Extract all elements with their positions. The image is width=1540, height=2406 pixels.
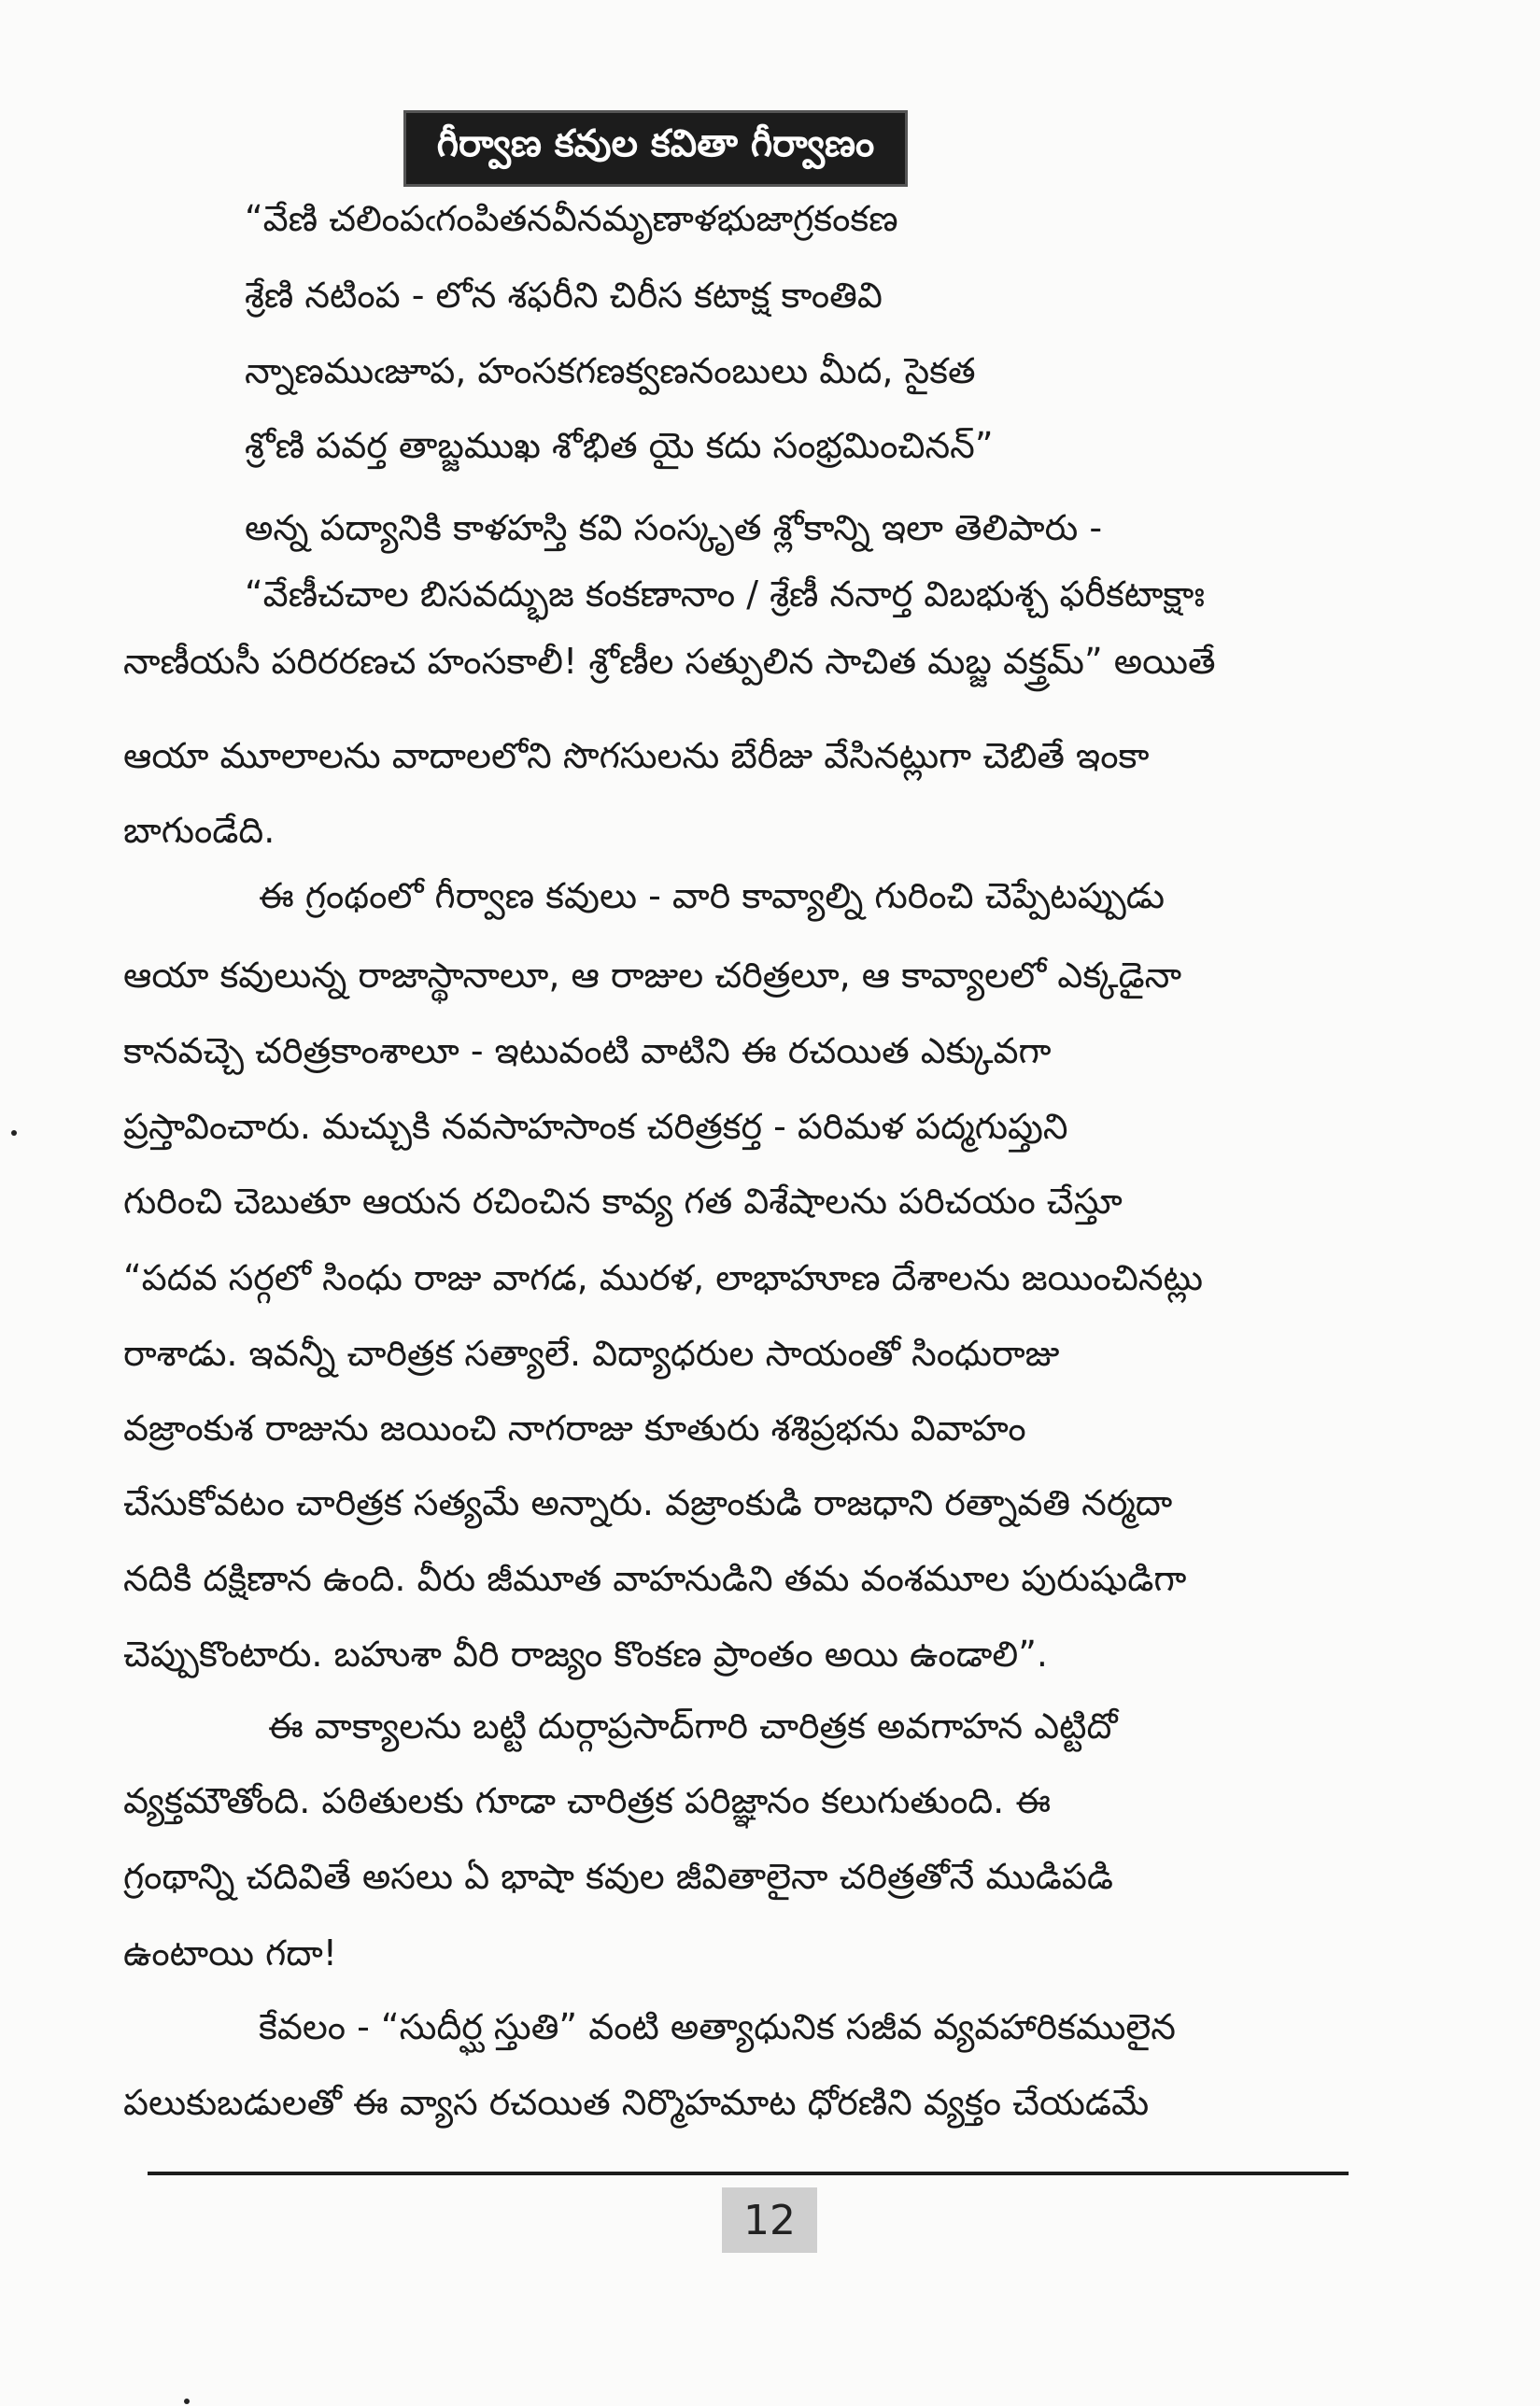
text-line: రాశాడు. ఇవన్నీ చారిత్రక సత్యాలే. విద్యాధరుల సాయంతో సింధురాజు	[123, 1333, 1060, 1374]
text-line: చెప్పుకొంటారు. బహుశా వీరి రాజ్యం కొంకణ ప్రాంతం అయి ఉండాలి”.	[123, 1634, 1049, 1675]
text-line: నదికి దక్షిణాన ఉంది. వీరు జీమూత వాహనుడిని తమ వంశమూల పురుషుడిగా	[123, 1558, 1187, 1599]
text-line: శ్రోణి పవర్త తాబ్జముఖ శోభిత యై కదు సంభ్రమించినన్”	[245, 425, 994, 466]
text-line: ప్రస్తావించారు. మచ్చుకి నవసాహసాంక చరిత్రకర్త - పరిమళ పద్మగుప్తుని	[123, 1106, 1068, 1147]
text-line: గ్రంథాన్ని చదివితే అసలు ఏ భాషా కవుల జీవితాలైనా చరిత్రతోనే ముడిపడి	[123, 1856, 1114, 1897]
text-line: ఆయా కవులున్న రాజాస్థానాలూ, ఆ రాజుల చరిత్రలూ, ఆ కావ్యాలలో ఎక్కడైనా	[123, 955, 1182, 996]
text-line: ఆయా మూలాలను వాదాలలోని సొగసులను బేరీజు వేసినట్లుగా చెబితే ఇంకా	[123, 735, 1150, 776]
page-title: గీర్వాణ కవుల కవితా గీర్వాణం	[436, 122, 875, 165]
page-number: 12	[722, 2187, 817, 2253]
footer-divider	[148, 2172, 1349, 2175]
text-line: “పదవ సర్గలో సింధు రాజు వాగడ, మురళ, లాభాహూణ దేశాలను జయించినట్లు	[123, 1257, 1204, 1298]
text-line: ఈ వాక్యాలను బట్టి దుర్గాప్రసాద్‌గారి చారిత్రక అవగాహన ఎట్టిదో	[268, 1705, 1118, 1747]
text-line: ఉంటాయి గదా!	[123, 1932, 337, 1974]
text-line: వ్యక్తమౌతోంది. పఠితులకు గూడా చారిత్రక పరిజ్ఞానం కలుగుతుంది. ఈ	[123, 1780, 1052, 1821]
text-line: గురించి చెబుతూ ఆయన రచించిన కావ్య గత విశేషాలను పరిచయం చేస్తూ	[123, 1181, 1123, 1222]
text-line: “వేణీచచాల బిసవద్భుజ కంకణానాం / శ్రేణీ ననార్త విబభుశ్చ ఫరీకటాక్షాః	[245, 573, 1205, 615]
text-line: ఈ గ్రంథంలో గీర్వాణ కవులు - వారి కావ్యాల్ని గురించి చెప్పేటప్పుడు	[259, 875, 1166, 916]
title-banner	[403, 110, 908, 187]
text-line: న్నాణముఁజూప, హంసకగణక్వణనంబులు మీద, సైకత	[245, 350, 976, 391]
text-line: శ్రేణి నటింప - లోన శఫరీని చిరీస కటాక్ష కాంతివి	[245, 275, 883, 316]
scan-speck	[11, 1130, 17, 1136]
text-line: పలుకుబడులతో ఈ వ్యాస రచయిత నిర్మొహమాట ధోరణిని వ్యక్తం చేయడమే	[123, 2082, 1150, 2123]
text-line: నాణీయసీ పరిరరణచ హంసకాలీ! శ్రోణీల సత్పులిన సాచిత మబ్జ వక్త్రమ్” అయితే	[123, 641, 1216, 682]
text-line: కేవలం - “సుదీర్ఘ స్తుతి” వంటి అత్యాధునిక సజీవ వ్యవహారికములైన	[259, 2006, 1176, 2047]
text-line: బాగుండేది.	[123, 810, 276, 851]
scan-speck	[184, 2399, 190, 2404]
text-line: వజ్రాంకుశ రాజును జయించి నాగరాజు కూతురు శశిప్రభను వివాహం	[123, 1408, 1026, 1449]
text-line: అన్న పద్యానికి కాళహస్తి కవి సంస్కృత శ్లోకాన్ని ఇలా తెలిపారు -	[245, 507, 1103, 548]
text-line: “వేణి చలింపఁగంపితనవీనమృణాళభుజాగ్రకంకణ	[245, 198, 898, 239]
text-line: చేసుకోవటం చారిత్రక సత్యమే అన్నారు. వజ్రాంకుడి రాజధాని రత్నావతి నర్మదా	[123, 1482, 1173, 1523]
text-line: కానవచ్చె చరిత్రకాంశాలూ - ఇటువంటి వాటిని ఈ రచయిత ఎక్కువగా	[123, 1030, 1052, 1071]
